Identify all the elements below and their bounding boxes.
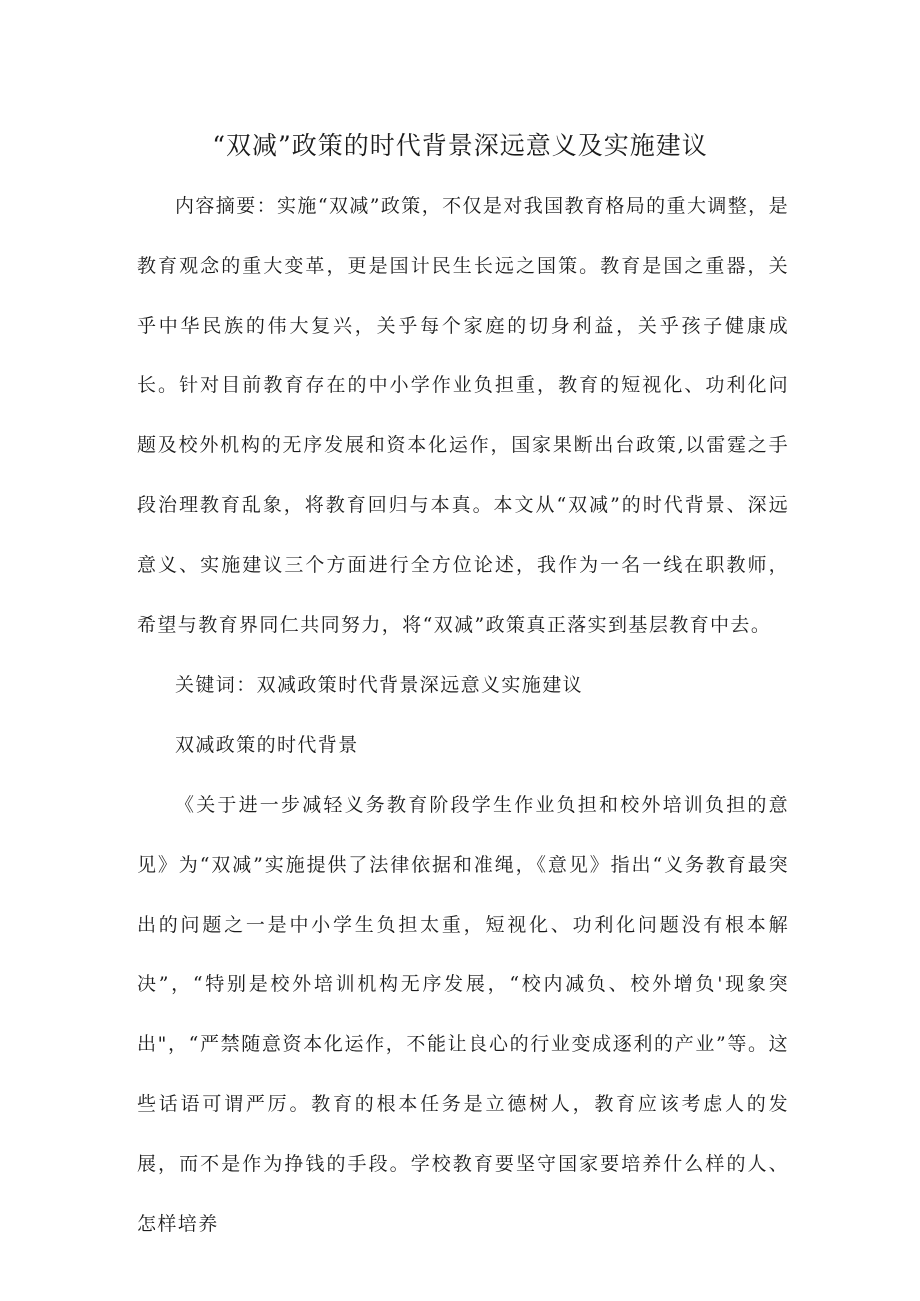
body-paragraph: 《关于进一步减轻义务教育阶段学生作业负担和校外培训负担的意见》为“双减”实施提供了法律依据和准绳，《意见》指出“义务教育最突出的问题之一是中小学生负担太重，短视化、功利化问题没有根本解决”，“特别是校外培训机构无序发展，“校内减负、校外增负'现象突出"，“严禁随意资本化运作，不能让良心的行业变成逐利的产业”等。这些话语可谓严厉。教育的根本任务是立德树人，教育应该考虑人的发展，而不是作为挣钱的手段。学校教育要坚守国家要培养什么样的人、怎样培养 — [137, 794, 789, 1235]
section-heading: 双减政策的时代背景 — [175, 734, 359, 756]
abstract-paragraph: 内容摘要：实施“双减”政策，不仅是对我国教育格局的重大调整，是教育观念的重大变革，更是国计民生长远之国策。教育是国之重器，关乎中华民族的伟大复兴，关乎每个家庭的切身利益，关乎孩子健康成长。针对目前教育存在的中小学作业负担重，教育的短视化、功利化问题及校外机构的无序发展和资本化运作，国家果断出台政策,以雷霆之手段治理教育乱象，将教育回归与本真。本文从“双减”的时代背景、深远意义、实施建议三个方面进行全方位论述，我作为一名一线在职教师，希望与教育界同仁共同努力，将“双减”政策真正落实到基层教育中去。 — [137, 195, 789, 636]
document-title: “双减”政策的时代背景深远意义及实施建议 — [212, 131, 708, 160]
keywords-line: 关键词：双减政策时代背景深远意义实施建议 — [175, 674, 584, 696]
